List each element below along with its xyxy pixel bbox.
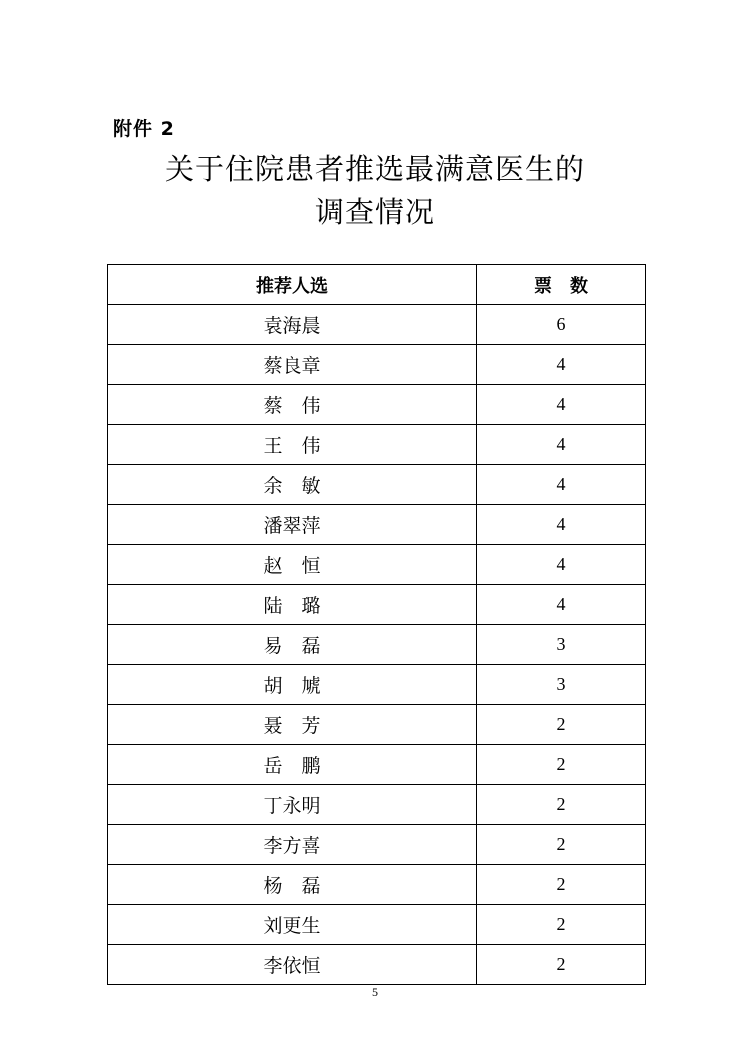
candidate-name: 聂 芳 [108,705,477,745]
vote-count: 2 [477,905,646,945]
candidate-name: 易 磊 [108,625,477,665]
table-row [108,345,646,385]
vote-count: 4 [477,585,646,625]
vote-count: 3 [477,665,646,705]
vote-count: 2 [477,865,646,905]
candidate-name: 刘更生 [108,905,477,945]
candidate-name: 赵 恒 [108,545,477,585]
vote-count: 2 [477,745,646,785]
candidate-name: 蔡 伟 [108,385,477,425]
vote-count: 4 [477,385,646,425]
document-title-line1: 关于住院患者推选最满意医生的 [164,152,585,186]
header-votes: 票 数 [477,265,646,305]
candidate-name: 袁海晨 [108,305,477,345]
vote-count: 3 [477,625,646,665]
candidate-name: 蔡良章 [108,345,477,385]
candidate-name: 丁永明 [108,785,477,825]
table-row [108,665,646,705]
table-row [108,305,646,345]
candidate-name: 余 敏 [108,465,477,505]
table-row [108,745,646,785]
header-candidate: 推荐人选 [108,265,477,305]
attachment-label: 附件 2 [113,118,175,140]
table-row [108,825,646,865]
table-row [108,865,646,905]
vote-count: 4 [477,345,646,385]
table-row [108,905,646,945]
table-header-row [108,265,646,305]
candidate-name: 陆 璐 [108,585,477,625]
vote-count: 6 [477,305,646,345]
candidate-name: 胡 虓 [108,665,477,705]
candidate-name: 杨 磊 [108,865,477,905]
table-row [108,425,646,465]
candidate-name: 李依恒 [108,945,477,985]
vote-count: 2 [477,825,646,865]
vote-count: 4 [477,425,646,465]
vote-count: 4 [477,465,646,505]
table-row [108,625,646,665]
candidate-name: 王 伟 [108,425,477,465]
vote-count: 4 [477,545,646,585]
vote-count: 4 [477,505,646,545]
page-number: 5 [372,985,378,999]
candidate-name: 潘翠萍 [108,505,477,545]
table-row [108,505,646,545]
vote-count: 2 [477,945,646,985]
table-row [108,945,646,985]
candidate-name: 李方喜 [108,825,477,865]
table-row [108,465,646,505]
document-title-line2: 调查情况 [314,195,435,229]
table-row [108,585,646,625]
table-row [108,385,646,425]
table-row [108,545,646,585]
vote-count: 2 [477,705,646,745]
vote-count: 2 [477,785,646,825]
candidate-name: 岳 鹏 [108,745,477,785]
table-row [108,705,646,745]
votes-table [107,264,646,985]
table-row [108,785,646,825]
